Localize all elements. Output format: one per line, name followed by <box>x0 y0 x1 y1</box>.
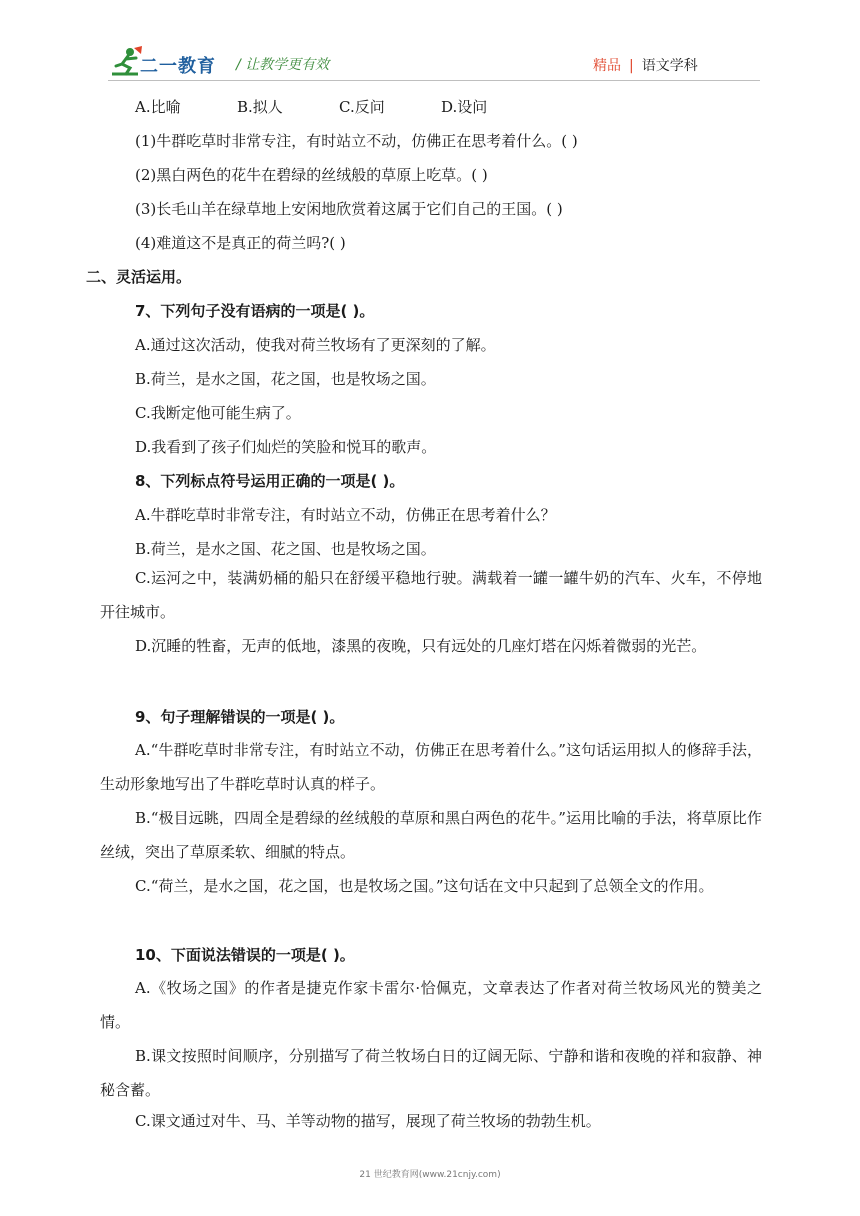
section-title: 二、灵活运用。 <box>86 268 192 286</box>
answer-option: C.“荷兰，是水之国，花之国，也是牧场之国。”这句话在文中只起到了总领全文的作用。 <box>135 877 714 895</box>
option: B.拟人 <box>237 98 283 116</box>
page-header <box>0 0 860 90</box>
q6-item: (1)牛群吃草时非常专注，有时站立不动，仿佛正在思考着什么。( ) <box>135 132 578 150</box>
q6-item: (3)长毛山羊在绿草地上安闲地欣赏着这属于它们自己的王国。( ) <box>135 200 563 218</box>
option: C.反问 <box>339 98 385 116</box>
answer-option: A.“牛群吃草时非常专注，有时站立不动，仿佛正在思考着什么。”这句话运用拟人的修辞手法，生动形象地写出了牛群吃草时认真的样子。 <box>100 741 762 793</box>
question-stem: 7、下列句子没有语病的一项是( )。 <box>135 302 375 320</box>
q6-item: (4)难道这不是真正的荷兰吗?( ) <box>135 234 346 252</box>
question-stem: 8、下列标点符号运用正确的一项是( )。 <box>135 472 405 490</box>
answer-option: B.荷兰，是水之国、花之国、也是牧场之国。 <box>135 540 436 558</box>
subject-label: 语文学科 <box>641 58 698 74</box>
header-divider <box>108 80 760 81</box>
answer-option: C.我断定他可能生病了。 <box>135 404 301 422</box>
answer-option: C.运河之中，装满奶桶的船只在舒缓平稳地行驶。满载着一罐一罐牛奶的汽车、火车，不停地开往城市。 <box>100 569 762 621</box>
brand-separator: | <box>629 58 634 74</box>
answer-option: B.“极目远眺，四周全是碧绿的丝绒般的草原和黑白两色的花牛。”运用比喻的手法，将草原比作丝绒，突出了草原柔软、细腻的特点。 <box>100 809 762 861</box>
page-footer: 21 世纪教育网(www.21cnjy.com) <box>359 1170 501 1180</box>
premium-label: 精品 <box>593 58 621 74</box>
answer-option: C.课文通过对牛、马、羊等动物的描写，展现了荷兰牧场的勃勃生机。 <box>135 1112 601 1130</box>
option: A.比喻 <box>135 98 181 116</box>
answer-option: B.荷兰，是水之国，花之国，也是牧场之国。 <box>135 370 436 388</box>
answer-option: A.牛群吃草时非常专注，有时站立不动，仿佛正在思考着什么？ <box>135 506 556 524</box>
logo-text: 二一教育 <box>140 56 216 77</box>
answer-option: B.课文按照时间顺序，分别描写了荷兰牧场白日的辽阔无际、宁静和谐和夜晚的祥和寂静、神秘含蓄。 <box>100 1047 762 1099</box>
answer-option: A.《牧场之国》的作者是捷克作家卡雷尔·恰佩克，文章表达了作者对荷兰牧场风光的赞美之情。 <box>100 979 762 1031</box>
slogan: / 让教学更有效 <box>236 57 330 73</box>
brand-label <box>593 55 698 75</box>
question-stem: 9、句子理解错误的一项是( )。 <box>135 708 345 726</box>
answer-option: D.沉睡的牲畜，无声的低地，漆黑的夜晚，只有远处的几座灯塔在闪烁着微弱的光芒。 <box>135 637 707 655</box>
q6-options <box>135 96 543 118</box>
option: D.设问 <box>441 98 488 116</box>
question-stem: 10、下面说法错误的一项是( )。 <box>135 946 355 964</box>
answer-option: D.我看到了孩子们灿烂的笑脸和悦耳的歌声。 <box>135 438 437 456</box>
answer-option: A.通过这次活动，使我对荷兰牧场有了更深刻的了解。 <box>135 336 496 354</box>
q6-item: (2)黑白两色的花牛在碧绿的丝绒般的草原上吃草。( ) <box>135 166 488 184</box>
